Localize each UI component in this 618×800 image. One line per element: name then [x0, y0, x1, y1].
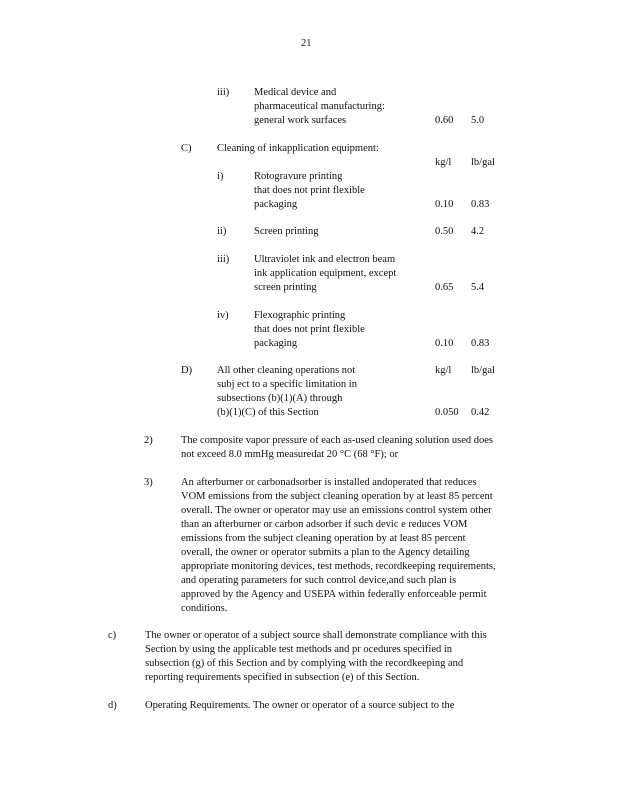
item-3-line-1: An afterburner or carbonadsorber is installed andoperated that reduces	[181, 477, 477, 488]
item-2-line-1: The composite vapor pressure of each as-used cleaning solution used does	[181, 435, 493, 446]
section-c-item-4-line-2: that does not print flexible	[254, 324, 365, 335]
item-iii-med-lb: 5.0	[471, 115, 485, 126]
section-c-item-3-line-1: Ultraviolet ink and electron beam	[254, 254, 396, 265]
item-c-line-1: The owner or operator of a subject source shall demonstrate compliance with this	[145, 630, 487, 641]
item-c-line-3: subsection (g) of this Section and by complying with the recordkeeping and	[145, 658, 464, 669]
item-3-line-2: VOM emissions from the subject cleaning operation by at least 85 percent	[181, 491, 493, 502]
section-c-kg-header: kg/l	[435, 157, 452, 168]
section-c-lb-header: lb/gal	[471, 157, 495, 168]
item-iii-med-kg: 0.60	[435, 115, 454, 126]
section-d-line-2: subj ect to a specific limitation in	[217, 379, 357, 390]
section-d-line-3: subsections (b)(1)(A) through	[217, 393, 343, 404]
item-2-label: 2)	[144, 435, 153, 446]
item-3-line-7: appropriate monitoring devices, test methods, recordkeeping requirements,	[181, 561, 496, 572]
section-c-item-3-line-2: ink application equipment, except	[254, 268, 397, 279]
section-d-line-4: (b)(1)(C) of this Section	[217, 407, 319, 418]
item-d-label: d)	[108, 700, 117, 711]
section-c-item-4-lb: 0.83	[471, 338, 490, 349]
item-3-line-9: approved by the Agency and USEPA within federally enforceable permit	[181, 589, 487, 600]
section-c-item-2-line-1: Screen printing	[254, 226, 319, 237]
section-d-label: D)	[181, 365, 193, 376]
section-c-heading: Cleaning of inkapplication equipment:	[217, 143, 379, 154]
item-c-line-2: Section by using the applicable test methods and pr ocedures specified in	[145, 644, 453, 655]
item-3-line-6: overall, the owner or operator submits a plan to the Agency detailing	[181, 547, 470, 558]
item-2-line-2: not exceed 8.0 mmHg measuredat 20 °C (68 °F); or	[181, 449, 399, 460]
item-3-line-5: emissions from the subject cleaning operation by at least 85 percent	[181, 533, 466, 544]
section-c-item-3-label: iii)	[217, 254, 230, 265]
section-c-item-2-lb: 4.2	[471, 226, 485, 237]
item-d-line-1: Operating Requirements. The owner or operator of a source subject to the	[145, 700, 455, 711]
section-d-lb-header: lb/gal	[471, 365, 495, 376]
section-c-item-4-kg: 0.10	[435, 338, 454, 349]
item-3-line-4: than an afterburner or carbon adsorber if such devic e reduces VOM	[181, 519, 468, 530]
item-3-line-8: and operating parameters for such control device,and such plan is	[181, 575, 457, 586]
section-c-item-3-kg: 0.65	[435, 282, 454, 293]
section-c-item-2-kg: 0.50	[435, 226, 454, 237]
item-3-label: 3)	[144, 477, 153, 488]
section-c-item-4-line-1: Flexographic printing	[254, 310, 346, 321]
section-c-item-3-lb: 5.4	[471, 282, 485, 293]
section-d-line-1: All other cleaning operations not	[217, 365, 356, 376]
section-c-item-1-line-2: that does not print flexible	[254, 185, 365, 196]
section-c-item-1-label: i)	[217, 171, 224, 182]
section-d-kg-header: kg/l	[435, 365, 452, 376]
section-c-label: C)	[181, 143, 192, 154]
item-iii-med-label: iii)	[217, 87, 230, 98]
item-iii-med-line-3: general work surfaces	[254, 115, 347, 126]
item-3-line-10: conditions.	[181, 603, 228, 614]
section-d-lb: 0.42	[471, 407, 490, 418]
item-iii-med-line-2: pharmaceutical manufacturing:	[254, 101, 385, 112]
section-c-item-2-label: ii)	[217, 226, 227, 237]
section-c-item-1-kg: 0.10	[435, 199, 454, 210]
section-d-kg: 0.050	[435, 407, 459, 418]
item-iii-med-line-1: Medical device and	[254, 87, 337, 98]
page-number: 21	[301, 38, 312, 49]
section-c-item-1-line-1: Rotogravure printing	[254, 171, 343, 182]
section-c-item-3-line-3: screen printing	[254, 282, 317, 293]
item-c-line-4: reporting requirements specified in subsection (e) of this Section.	[145, 672, 420, 683]
item-c-label: c)	[108, 630, 117, 641]
section-c-item-4-line-3: packaging	[254, 338, 298, 349]
section-c-item-1-lb: 0.83	[471, 199, 490, 210]
item-3-line-3: overall. The owner or operator may use an emissions control system other	[181, 505, 492, 516]
section-c-item-4-label: iv)	[217, 310, 229, 321]
section-c-item-1-line-3: packaging	[254, 199, 298, 210]
